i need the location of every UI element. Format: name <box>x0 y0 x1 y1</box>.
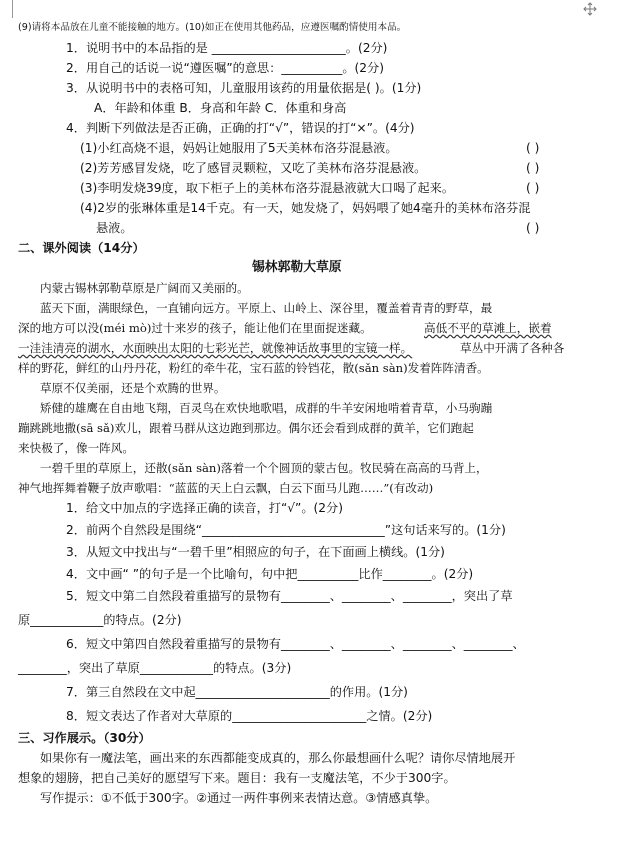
passage-title: 锡林郭勒大草原 <box>252 260 342 275</box>
passage-wavy-2: 一洼洼清亮的湖水，水面映出太阳的七彩光芒，就像神话故事里的宝镜一样。 <box>18 341 413 355</box>
judge-item-3: (3)李明发烧39度，取下柜子上的美林布洛芬混悬液就大口喝了起来。 <box>80 181 455 195</box>
question-2: 2．用自己的话说一说“遵医嘱”的意思：__________。(2分) <box>66 61 384 75</box>
passage-line-8: 蹦跳跳地撒(sā sǎ)欢儿，跟着马群从这边跑到那边。偶尔还会看到成群的黄羊，它们跑起 <box>18 421 474 435</box>
section-2-heading: 二、课外阅读（14分） <box>18 241 145 255</box>
reading-question-3: 3．从短文中找出与“一碧千里”相照应的句子，在下面画上横线。(1分) <box>66 545 445 559</box>
reading-question-4: 4．文中画“ ”的句子是一个比喻句，句中把__________比作________。(2分) <box>66 567 474 581</box>
passage-line-5: 样的野花，鲜红的山丹丹花，粉红的牵牛花，宝石蓝的铃铛花，散(sǎn sàn)发着阵阵清香。 <box>18 361 489 375</box>
reading-question-5-cont: 原____________的特点。(2分) <box>18 613 182 627</box>
passage-line-1: 内蒙古锡林郭勒草原是广阔而又美丽的。 <box>40 281 249 295</box>
passage-line-2: 蓝天下面，满眼绿色，一直铺向远方。平原上、山岭上、深谷里，覆盖着青青的野草，最 <box>40 301 493 315</box>
reading-question-5: 5．短文中第二自然段着重描写的景物有________、________、________，突出了草 <box>66 589 513 603</box>
passage-wavy-1: 高低不平的草滩上，嵌着 <box>424 321 552 335</box>
question-4: 4．判断下列做法是否正确，正确的打“√”，错误的打“×”。(4分) <box>66 121 415 135</box>
reading-question-8: 8．短文表达了作者对大草原的______________________之情。(2分) <box>66 709 433 723</box>
passage-line-4: 草丛中开满了各种各 <box>460 341 565 355</box>
question-3-options: A．年龄和体重 B．身高和年龄 C．体重和身高 <box>94 101 347 115</box>
move-arrows-icon[interactable] <box>583 2 597 16</box>
reading-question-2: 2．前两个自然段是围绕“______________________________”这句话来写的。(1分) <box>66 523 506 537</box>
judge-item-1: (1)小红高烧不退，妈妈让她服用了5天美林布洛芬混悬液。 <box>80 141 398 155</box>
section-3-heading: 三、习作展示。（30分） <box>18 731 151 745</box>
reading-question-1: 1．给文中加点的字选择正确的读音，打“√”。(2分) <box>66 501 343 515</box>
judge-answer-1: ( ) <box>526 141 540 155</box>
judge-item-4-cont: 悬液。 <box>96 221 133 235</box>
top-note: (9)请将本品放在儿童不能接触的地方。(10)如正在使用其他药品，应遵医嘱酌情使用本品。 <box>18 22 407 33</box>
question-3: 3．从说明书中的表格可知，儿童服用该药的用量依据是( )。(1分) <box>66 81 422 95</box>
reading-question-7: 7．第三自然段在文中起______________________的作用。(1分) <box>66 685 408 699</box>
passage-line-7: 矫健的雄鹰在自由地飞翔，百灵鸟在欢快地歌唱，成群的牛羊安闲地啃着青草，小马驹蹦 <box>40 401 493 415</box>
judge-answer-2: ( ) <box>526 161 540 175</box>
passage-line-6: 草原不仅美丽，还是个欢腾的世界。 <box>40 381 226 395</box>
writing-prompt-2: 想象的翅膀，把自己美好的愿望写下来。题目：我有一支魔法笔，不少于300字。 <box>18 771 456 785</box>
judge-item-2: (2)芳芳感冒发烧，吃了感冒灵颗粒，又吃了美林布洛芬混悬液。 <box>80 161 427 175</box>
judge-answer-4: ( ) <box>526 221 540 235</box>
passage-line-10: 一碧千里的草原上，还散(sǎn sàn)落着一个个圆顶的蒙古包。牧民骑在高高的马背上， <box>40 461 488 475</box>
passage-line-3: 深的地方可以没(méi mò)过十来岁的孩子，能让他们在里面捉迷藏。 <box>18 321 372 335</box>
reading-question-6-cont: ________，突出了草原____________的特点。(3分) <box>18 661 292 675</box>
writing-prompt-1: 如果你有一魔法笔，画出来的东西都能变成真的，那么你最想画什么呢？请你尽情地展开 <box>40 751 516 765</box>
judge-item-4: (4)2岁的张琳体重是14千克。有一天，她发烧了，妈妈喂了她4毫升的美林布洛芬混 <box>80 201 531 215</box>
passage-line-9: 来快极了，像一阵风。 <box>18 441 134 455</box>
text-boundary-mark <box>12 0 13 18</box>
judge-answer-3: ( ) <box>526 181 540 195</box>
writing-tips: 写作提示：①不低于300字。②通过一两件事例来表情达意。③情感真挚。 <box>40 791 438 805</box>
question-1: 1．说明书中的本品指的是 ______________________。(2分) <box>66 41 388 55</box>
passage-line-11: 神气地挥舞着鞭子放声歌唱：“蓝蓝的天上白云飘，白云下面马儿跑……”(有改动) <box>18 481 434 495</box>
reading-question-6: 6．短文中第四自然段着重描写的景物有________、________、________、________、 <box>66 637 525 651</box>
